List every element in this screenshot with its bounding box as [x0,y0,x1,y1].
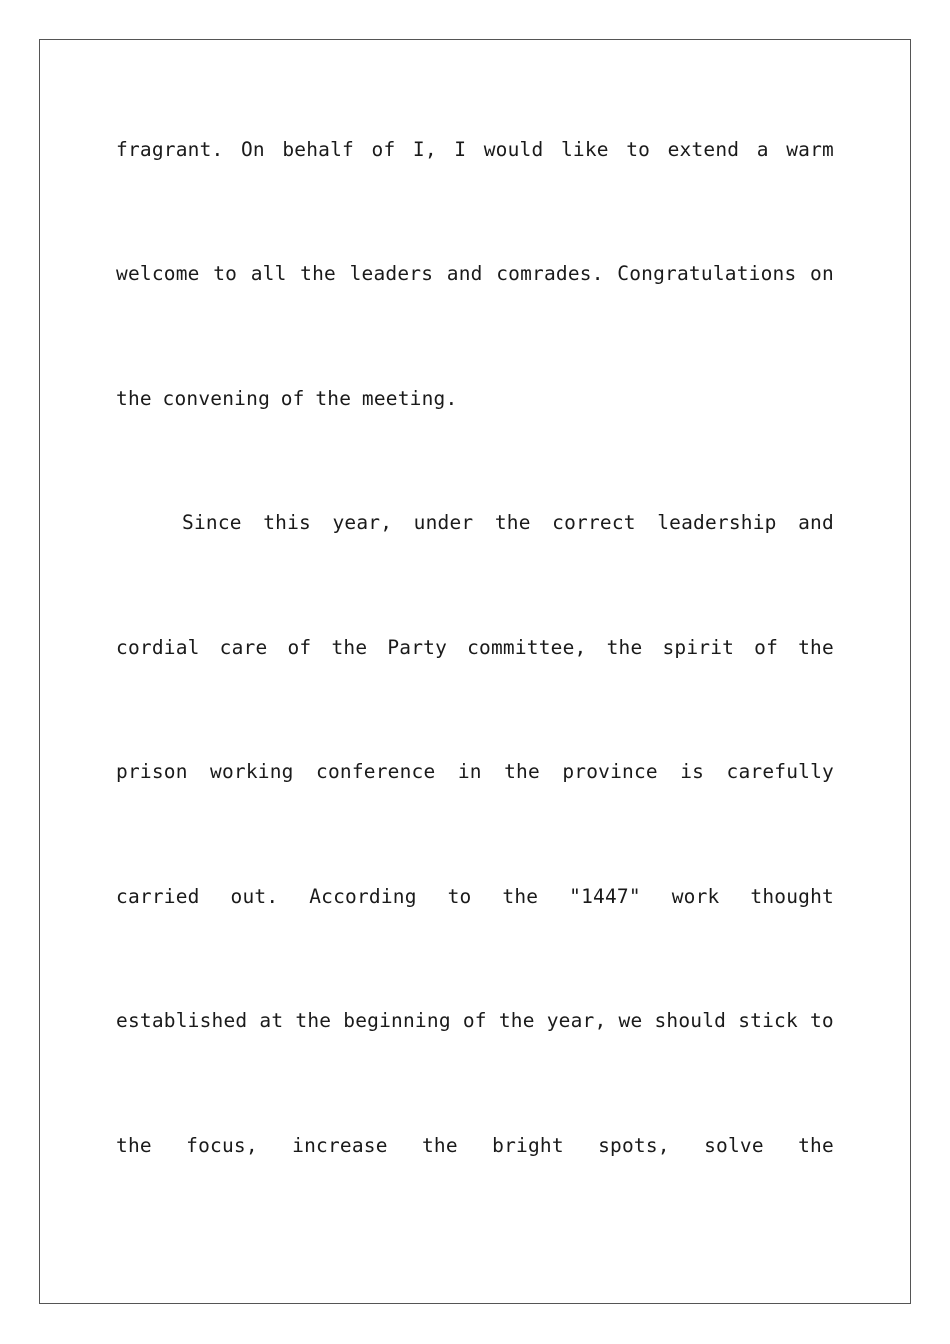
word: prison [116,760,188,783]
word: of [462,1009,487,1032]
word: leaders [349,262,434,285]
text-line [116,759,834,785]
word: of [371,138,396,161]
word: out. [230,885,279,908]
word: to [626,138,651,161]
word: working [210,760,294,783]
word: should [654,1009,727,1032]
word: spirit [662,636,735,659]
word: leadership [657,511,777,534]
word: the [798,636,834,659]
text-line [116,1008,834,1034]
word: "1447" [569,885,641,908]
text-line [116,510,834,536]
word: all [250,262,287,285]
word: would [483,138,544,161]
word: beginning [343,1009,451,1032]
page-border [39,39,911,1304]
text-line [116,635,834,661]
word: the [315,387,352,410]
word: meeting. [361,387,458,410]
word: spots, [598,1134,670,1157]
word: behalf [282,138,354,161]
word: to [447,885,472,908]
word: the [504,760,540,783]
text-line [116,137,834,163]
word: welcome [116,262,200,285]
word: increase [292,1134,388,1157]
text-line [116,1133,834,1159]
word: province [562,760,658,783]
word: like [560,138,609,161]
word: committee, [467,636,587,659]
word: correct [552,511,636,534]
word: comrades. [496,262,604,285]
word: the [494,511,531,534]
word: the [295,1009,332,1032]
word: carefully [726,760,834,783]
word: on [810,262,834,285]
word: stick [738,1009,798,1032]
word: of [287,636,312,659]
word: the [116,1134,152,1157]
word: the [798,1134,834,1157]
word: carried [116,885,200,908]
word: and [446,262,483,285]
word: of [280,387,305,410]
word: cordial [116,636,200,659]
word: a [756,138,769,161]
word: is [680,760,705,783]
word: the [300,262,336,285]
word: I, [412,138,437,161]
word: under [413,511,474,534]
word: to [213,262,238,285]
word: and [798,511,834,534]
word: solve [704,1134,764,1157]
word: focus, [186,1134,258,1157]
word: care [219,636,268,659]
word: extend [667,138,740,161]
text-line [116,884,834,910]
word: thought [750,885,834,908]
word: the [502,885,539,908]
word: to [809,1009,834,1032]
word: this [263,511,311,534]
word: According [309,885,417,908]
word: at [259,1009,284,1032]
word: the [421,1134,458,1157]
word: Party [387,636,448,659]
word: of [754,636,779,659]
word: Since [182,511,242,534]
word: the [116,387,152,410]
word: convening [162,387,271,410]
word: fragrant. [116,138,224,161]
text-line [116,386,834,412]
word: conference [316,760,436,783]
word: we [618,1009,643,1032]
word: the [331,636,368,659]
word: the [606,636,643,659]
word: the [498,1009,535,1032]
text-line [116,261,834,287]
word: year, [546,1009,607,1032]
word: year, [332,511,393,534]
word: bright [492,1134,564,1157]
word: Congratulations [617,262,797,285]
word: I [454,138,467,161]
word: warm [786,138,834,161]
word: On [240,138,265,161]
word: work [671,885,720,908]
word: established [116,1009,248,1032]
word: in [457,760,482,783]
